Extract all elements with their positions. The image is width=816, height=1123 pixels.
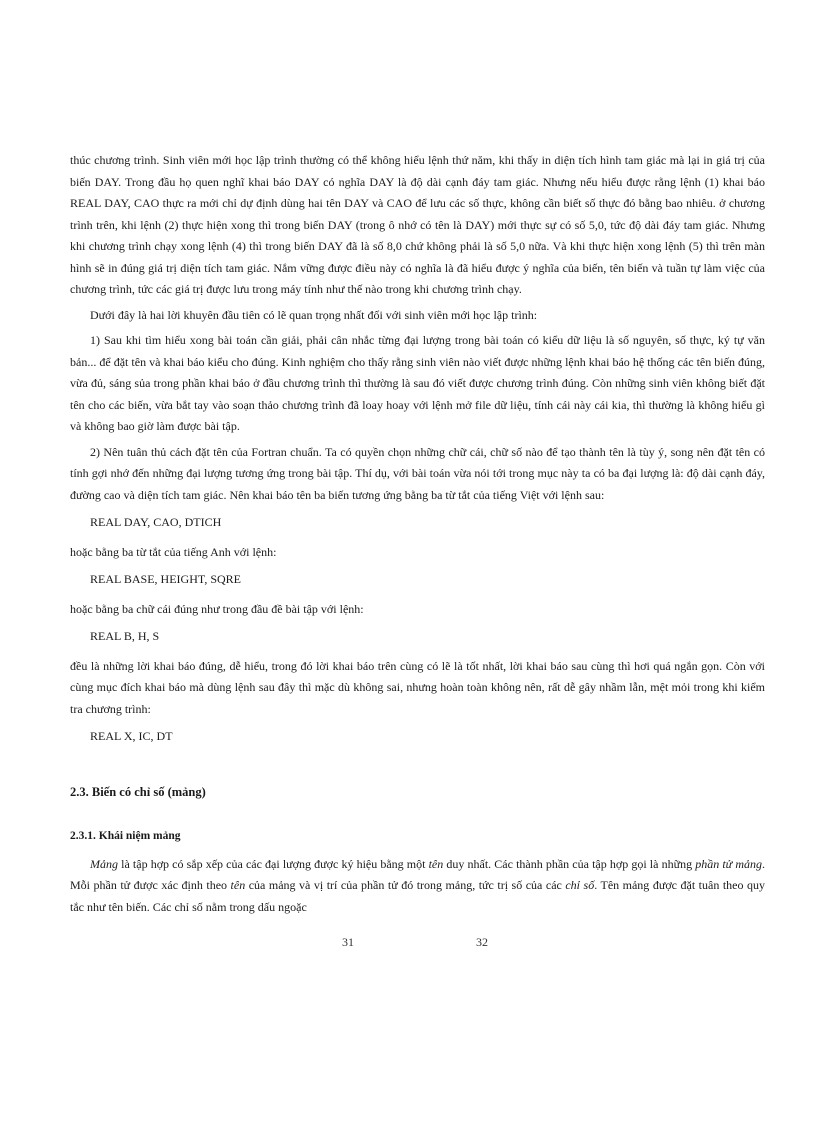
code-line-vietnamese: REAL DAY, CAO, DTICH xyxy=(90,515,222,529)
page-number-left: 31 xyxy=(342,935,354,949)
text-span: của mảng và vị trí của phần tử đó trong mảng, tức trị số của các xyxy=(245,878,566,892)
paragraph-advice-intro: Dưới đây là hai lời khuyên đầu tiên có lẽ quan trọng nhất đối với sinh viên mới học lập trình: xyxy=(90,307,538,322)
text-english-intro: hoặc bằng ba từ tắt của tiếng Anh với lệnh: xyxy=(70,544,277,559)
text-span: . Tên mảng được đặt tuân theo quy tắc như tên biến. Các chỉ số nằm trong dấu ngoặc xyxy=(70,878,765,914)
code-line-english: REAL BASE, HEIGHT, SQRE xyxy=(90,572,241,586)
term-mang: Mảng xyxy=(90,856,118,871)
page-number-right: 32 xyxy=(476,935,488,949)
code-line-bad-example: REAL X, IC, DT xyxy=(90,729,173,743)
text-span: là tập hợp có sắp xếp của các đại lượng được ký hiệu bằng một xyxy=(118,856,429,871)
term-phan-tu-mang: phần tử mảng xyxy=(695,856,762,871)
paragraph-advice-1: 1) Sau khi tìm hiểu xong bài toán cần giải, phải cân nhắc từng đại lượng trong bài toán có kiểu dữ liệu là số nguyên, số thực, ký tự văn bản... để đặt tên và khai báo kiểu cho đúng. Kinh nghiệm cho thấy rằng sinh viên nào viết được những lệnh khai báo hệ thống các tên biến đúng, vừa đủ, sáng sủa trong phần khai báo ở đầu chương trình thì thường là sau đó viết được chương trình đúng. Còn những sinh viên không biết đặt tên cho các biến, vừa bắt tay vào soạn thảo chương trình đã loay hoay với lệnh mở file dữ liệu, tính cái này cái kia, thì thường là không hiểu gì và không bao giờ làm được bài tập. xyxy=(70,333,765,433)
code-line-letters: REAL B, H, S xyxy=(90,629,160,643)
term-ten-2: tên xyxy=(230,878,246,892)
text-letters-intro: hoặc bằng ba chữ cái đúng như trong đầu đề bài tập với lệnh: xyxy=(70,601,364,616)
paragraph-advice-2: 2) Nên tuân thủ cách đặt tên của Fortran chuẩn. Ta có quyền chọn những chữ cái, chữ số nào để tạo thành tên là tùy ý, song nên đặt tên có tính gợi nhớ đến những đại lượng tương ứng trong bài tập. Thí dụ, với bài toán vừa nói tới trong mục này ta có ba đại lượng là: độ dài cạnh đáy, đường cao và diện tích tam giác. Nên khai báo tên ba biến tương ứng bằng ba từ tắt của tiếng Việt với lệnh sau: xyxy=(70,444,765,502)
page-body xyxy=(70,150,765,922)
term-chi-so: chỉ số xyxy=(565,878,595,892)
section-heading: 2.3. Biến có chỉ số (mảng) xyxy=(70,784,206,799)
text-span: . Mỗi phần tử được xác định theo xyxy=(70,856,765,892)
paragraph-declaration-comparison: đều là những lời khai báo đúng, dễ hiểu, trong đó lời khai báo trên cùng có lẽ là tốt nhất, lời khai báo sau cùng thì hơi quá ngắn gọn. Còn với cùng mục đích khai báo mà dùng lệnh sau đây thì mặc dù không sai, nhưng hoàn toàn không nên, rất dễ gây nhầm lẫn, mệt mỏi trong khi kiểm tra chương trình: xyxy=(70,658,765,716)
text-span: duy nhất. Các thành phần của tập hợp gọi là những xyxy=(443,856,696,871)
subsection-heading: 2.3.1. Khái niệm mảng xyxy=(70,829,181,842)
page-footer xyxy=(0,935,816,955)
term-ten: tên xyxy=(428,856,444,871)
paragraph-array-definition xyxy=(70,854,765,919)
paragraph-variable-explanation: thúc chương trình. Sinh viên mới học lập trình thường có thể không hiểu lệnh thứ năm, khi thấy in diện tích hình tam giác mà lại in giá trị của biến DAY. Trong đầu họ quen nghĩ khai báo DAY có nghĩa DAY là độ dài cạnh đáy tam giác. Nhưng nếu hiểu được rằng lệnh (1) khai báo REAL DAY, CAO thực ra mới chỉ dự định dùng hai tên DAY và CAO để lưu các số thực, không cần biết số thực đó bằng bao nhiêu. ở chương trình trên, khi lệnh (2) thực hiện xong thì trong biến DAY (trong ô nhớ có tên là DAY) mới thực sự có số 5,0, tức độ dài đáy tam giác. Nhưng khi chương trình chạy xong lệnh (4) thì trong biến DAY đã là số 8,0 chứ không phải là số 5,0 nữa. Và khi thực hiện xong lệnh (5) thì trên màn hình sẽ in đúng giá trị diện tích tam giác. Nắm vững được điều này có nghĩa là đã hiểu được ý nghĩa của biến, tên biến và tuần tự làm việc của chương trình, tức các giá trị được lưu trong máy tính như thế nào trong khi chương trình chạy. xyxy=(70,153,765,296)
